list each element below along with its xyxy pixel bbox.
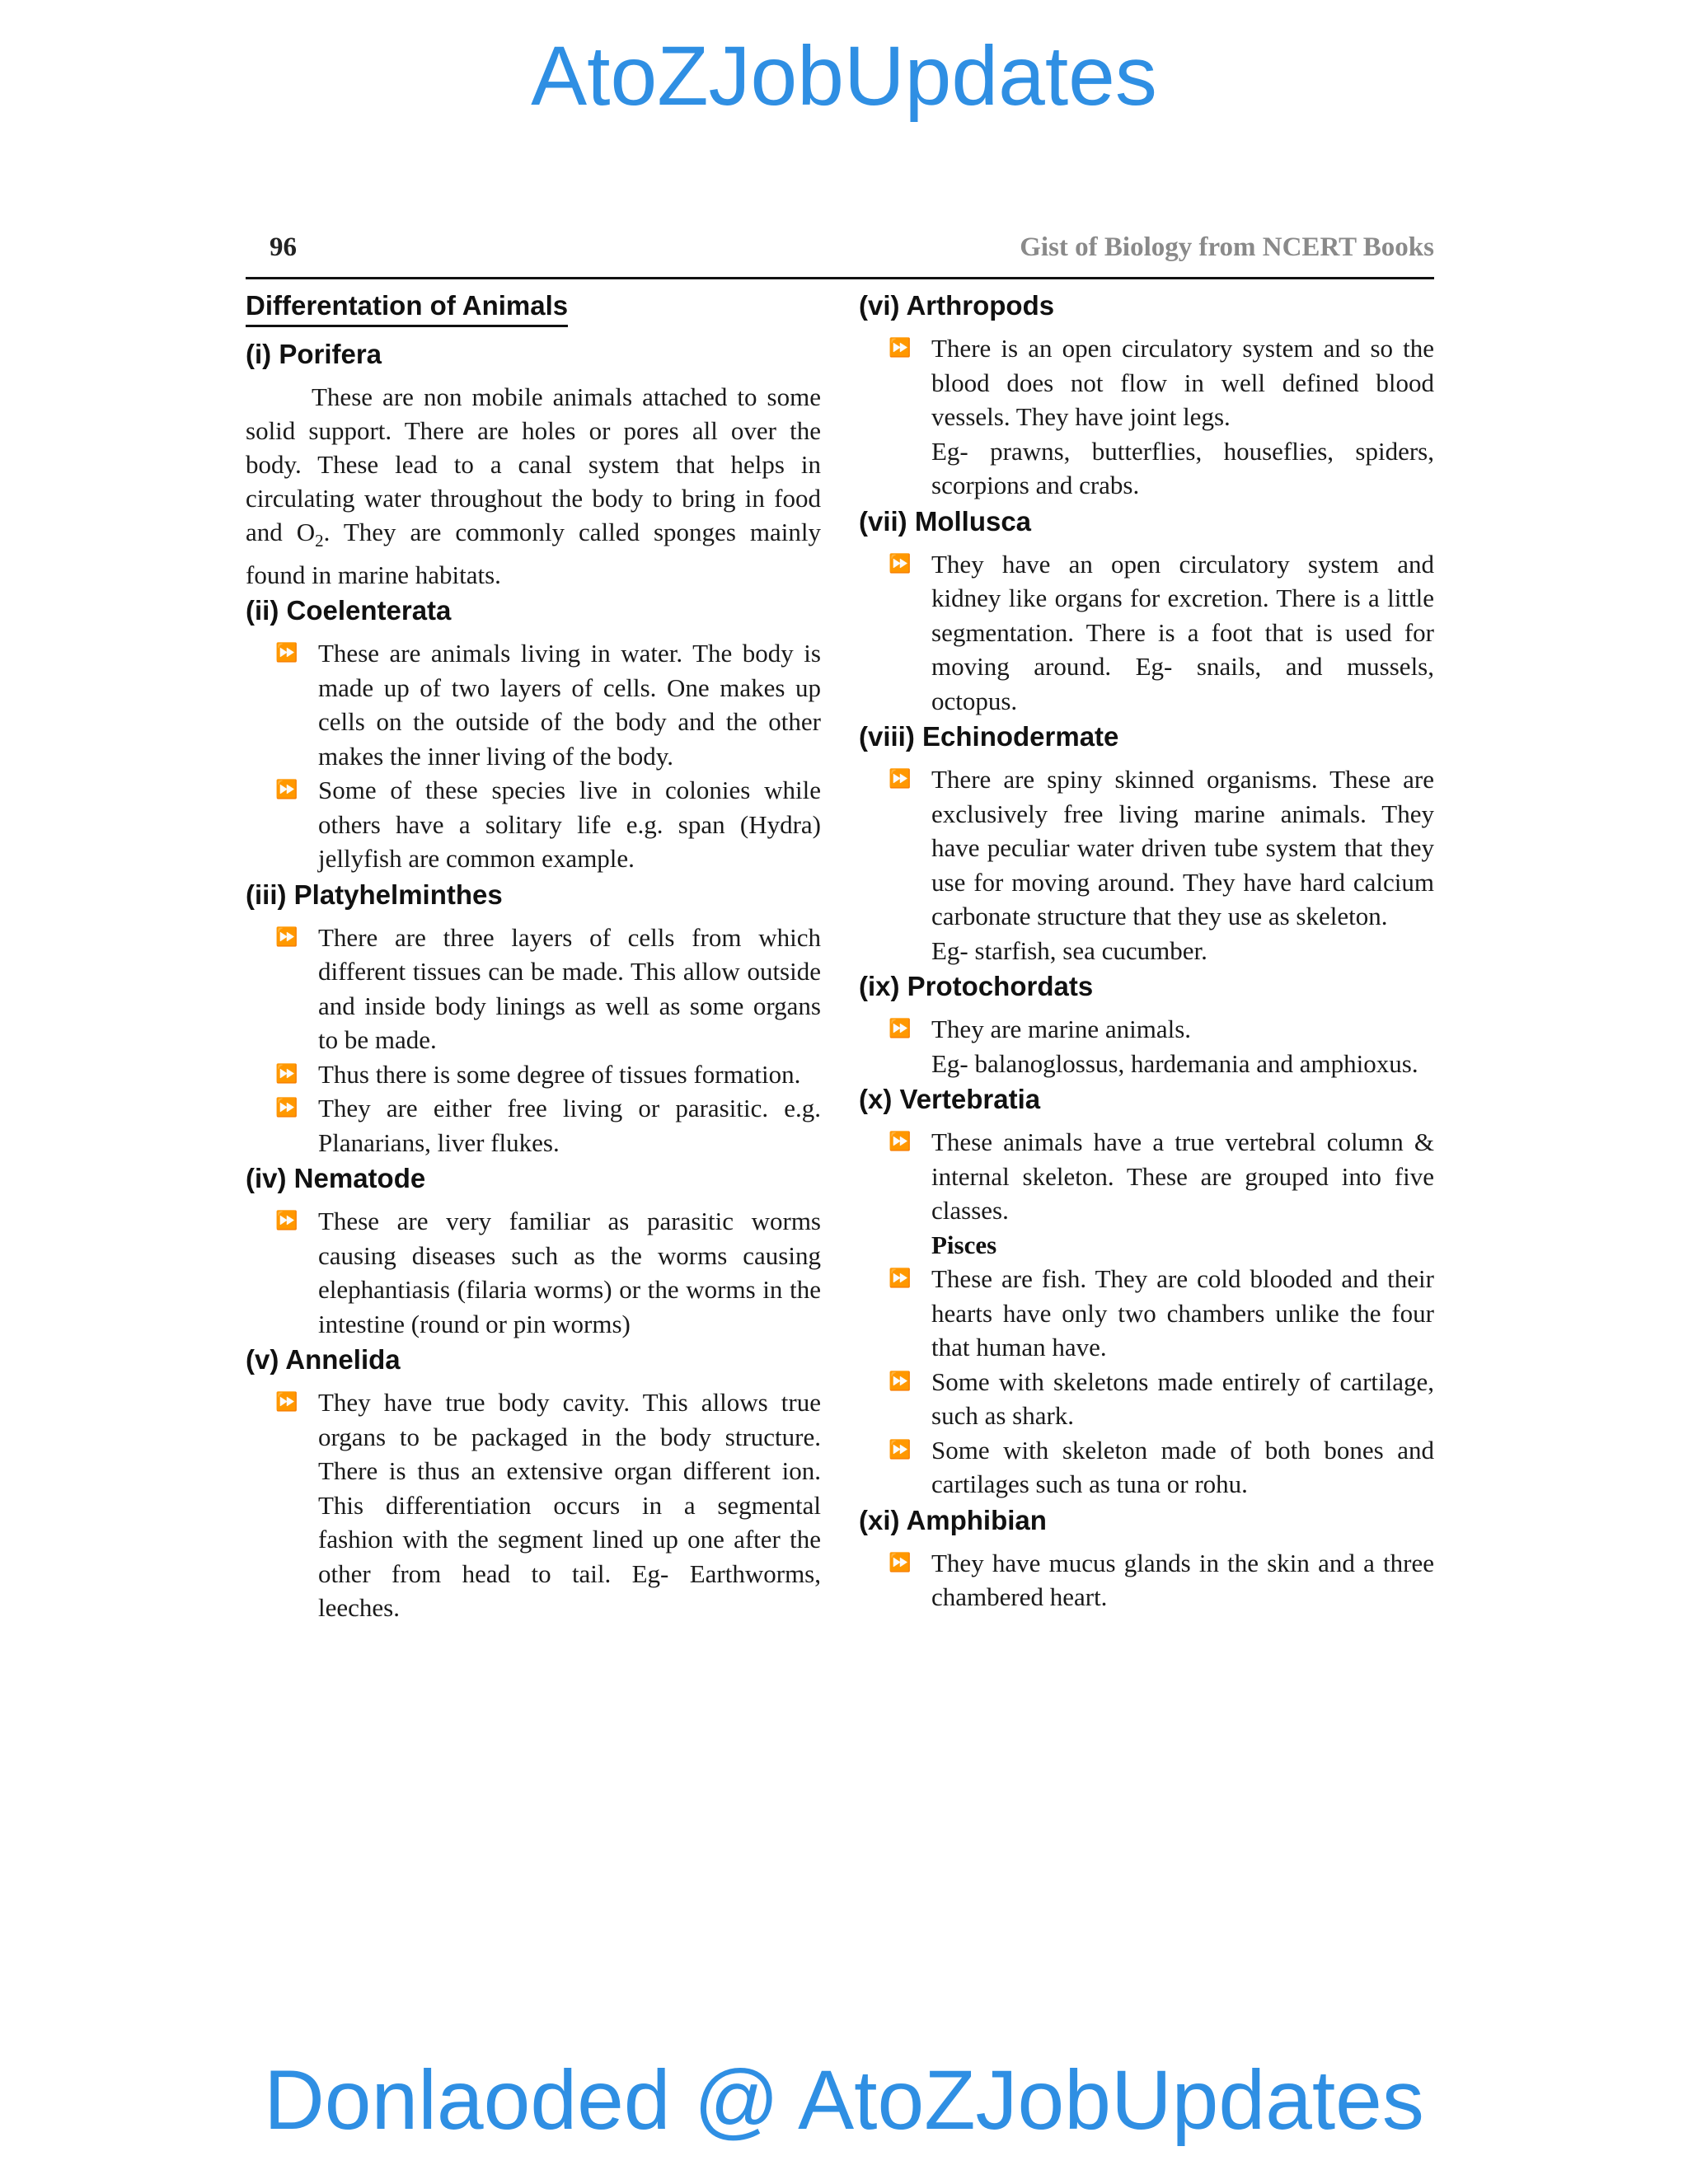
double-chevron-right-icon: ⏩ — [889, 769, 912, 790]
section-nematode — [246, 1161, 821, 1341]
bullet-text: Some with skeletons made entirely of cartilage, such as shark. — [931, 1366, 1434, 1430]
bullet-text: Thus there is some degree of tissues formation. — [318, 1059, 801, 1089]
section-title: (ix) Protochordats — [859, 971, 1094, 1001]
bullet-text: They are marine animals. — [931, 1015, 1192, 1043]
section-title: (xi) Amphibian — [859, 1504, 1047, 1535]
bullet-list — [859, 1262, 1434, 1502]
bullet-item — [275, 921, 821, 1057]
example-text: Eg- balanoglossus, hardemania and amphioxus. — [931, 1048, 1418, 1078]
bullet-text: They are either free living or parasitic. e.g. Planarians, liver flukes. — [318, 1094, 821, 1157]
section-echinodermate — [859, 719, 1434, 968]
bullet-list — [246, 921, 821, 1160]
double-chevron-right-icon: ⏩ — [889, 1552, 912, 1573]
bullet-item — [275, 1204, 821, 1341]
left-column — [246, 288, 821, 1627]
bullet-list — [859, 762, 1434, 934]
section-vertebratia — [859, 1082, 1434, 1502]
double-chevron-right-icon: ⏩ — [889, 1439, 912, 1460]
running-title: Gist of Biology from NCERT Books — [1020, 232, 1434, 262]
section-title: (iii) Platyhelminthes — [246, 879, 503, 910]
double-chevron-right-icon: ⏩ — [889, 553, 912, 574]
double-chevron-right-icon: ⏩ — [889, 1132, 912, 1152]
bullet-text: Some of these species live in colonies while others have a solitary life e.g. span (Hydra) jellyfish are common example. — [318, 776, 821, 874]
bullet-text: They have mucus glands in the skin and a three chambered heart. — [931, 1548, 1434, 1611]
double-chevron-right-icon: ⏩ — [275, 643, 298, 664]
double-chevron-right-icon: ⏩ — [889, 1371, 912, 1392]
section-title: (x) Vertebratia — [859, 1084, 1041, 1114]
example-text: Eg- prawns, butterflies, houseflies, spiders, scorpions and crabs. — [931, 436, 1434, 499]
bullet-item — [275, 636, 821, 773]
section-platyhelminthes — [246, 878, 821, 1160]
bullet-item — [275, 1091, 821, 1160]
bullet-list — [246, 1385, 821, 1625]
bullet-item — [889, 1262, 1434, 1365]
bullet-text: There is an open circulatory system and so the blood does not flow in well defined blood vessels. They have joint legs. — [931, 334, 1434, 431]
double-chevron-right-icon: ⏩ — [275, 1063, 298, 1085]
bullet-item — [889, 1012, 1434, 1047]
double-chevron-right-icon: ⏩ — [275, 1392, 298, 1413]
double-chevron-right-icon: ⏩ — [889, 1019, 912, 1039]
page-number: 96 — [270, 232, 297, 262]
section-amphibian — [859, 1503, 1434, 1615]
bullet-list — [859, 331, 1434, 434]
section-protochordats — [859, 969, 1434, 1080]
bullet-text: These are animals living in water. The body is made up of two layers of cells. One makes up cells on the outside of the body and the other makes the inner living of the body. — [318, 639, 821, 771]
double-chevron-right-icon: ⏩ — [275, 1098, 298, 1119]
bullet-text: They have true body cavity. This allows true organs to be packaged in the body structure. There is thus an extensive organ different ion. This differentiation occurs in a segmental fashion with the segment lined up one after the other from head to tail. Eg- Earthworms, leeches. — [318, 1388, 821, 1623]
section-annelida — [246, 1343, 821, 1625]
bullet-item — [889, 1365, 1434, 1433]
section-title: (i) Porifera — [246, 339, 382, 369]
bullet-item — [889, 762, 1434, 934]
section-mollusca — [859, 504, 1434, 719]
section-porifera — [246, 337, 821, 592]
bullet-text: They have an open circulatory system and kidney like organs for excretion. There is a little segmentation. There is a foot that is used for moving around. Eg- snails, and mussels, octopus. — [931, 549, 1434, 715]
bullet-text: These are very familiar as parasitic worms causing diseases such as the worms causing elephantiasis (filaria worms) or the worms in the intestine (round or pin worms) — [318, 1207, 821, 1338]
bullet-list — [246, 1204, 821, 1341]
section-coelenterata — [246, 593, 821, 876]
bullet-list — [859, 1546, 1434, 1615]
porifera-paragraph: These are non mobile animals attached to some solid support. There are holes or pores all over the body. These lead to a canal system that helps in circulating water throughout the body to bring in food and $O_2$. They are commonly called sponges mainly found in marine habitats. — [246, 382, 821, 590]
bullet-text: There are three layers of cells from which different tissues can be made. This allow outside and inside body linings as well as some organs to be made. — [318, 922, 821, 1055]
right-column — [859, 288, 1434, 1616]
section-title: (viii) Echinodermate — [859, 721, 1119, 752]
bullet-item — [889, 1546, 1434, 1615]
bullet-item — [275, 1057, 821, 1092]
double-chevron-right-icon: ⏩ — [889, 1268, 912, 1289]
bullet-list — [246, 636, 821, 876]
bullet-text: These animals have a true vertebral column & internal skeleton. These are grouped into five classes. — [931, 1127, 1434, 1225]
bullet-item — [889, 1125, 1434, 1228]
main-title: Differentation of Animals — [246, 288, 568, 327]
bullet-item — [889, 1433, 1434, 1502]
section-title: (vii) Mollusca — [859, 505, 1032, 537]
section-title: (iv) Nematode — [246, 1163, 426, 1194]
watermark-top: AtoZJobUpdates — [531, 29, 1157, 123]
double-chevron-right-icon: ⏩ — [275, 926, 298, 948]
bullet-item — [275, 773, 821, 876]
example-text: Eg- starfish, sea cucumber. — [931, 935, 1207, 965]
double-chevron-right-icon: ⏩ — [275, 780, 298, 801]
watermark-bottom: Donlaoded @ AtoZJobUpdates — [264, 2053, 1424, 2147]
bullet-text: There are spiny skinned organisms. These are exclusively free living marine animals. They have peculiar water driven tube system that they use for moving around. They have hard calcium carbonate structure that they use as skeleton. — [931, 765, 1434, 930]
section-title: (v) Annelida — [246, 1344, 401, 1376]
bullet-text: These are fish. They are cold blooded and their hearts have only two chambers unlike the four that human have. — [931, 1264, 1434, 1361]
bullet-list — [859, 547, 1434, 719]
bullet-item — [889, 331, 1434, 434]
double-chevron-right-icon: ⏩ — [275, 1211, 298, 1232]
bullet-text: Some with skeleton made of both bones and cartilages such as tuna or rohu. — [931, 1435, 1434, 1498]
bullet-list — [859, 1012, 1434, 1047]
header-rule — [246, 277, 1434, 279]
section-title: (vi) Arthropods — [859, 290, 1055, 321]
bullet-list — [859, 1125, 1434, 1228]
subheading-pisces: Pisces — [931, 1230, 997, 1259]
double-chevron-right-icon: ⏩ — [889, 338, 912, 359]
bullet-item — [275, 1385, 821, 1625]
section-arthropods — [859, 288, 1434, 503]
section-title: (ii) Coelenterata — [246, 595, 452, 626]
bullet-item — [889, 547, 1434, 719]
